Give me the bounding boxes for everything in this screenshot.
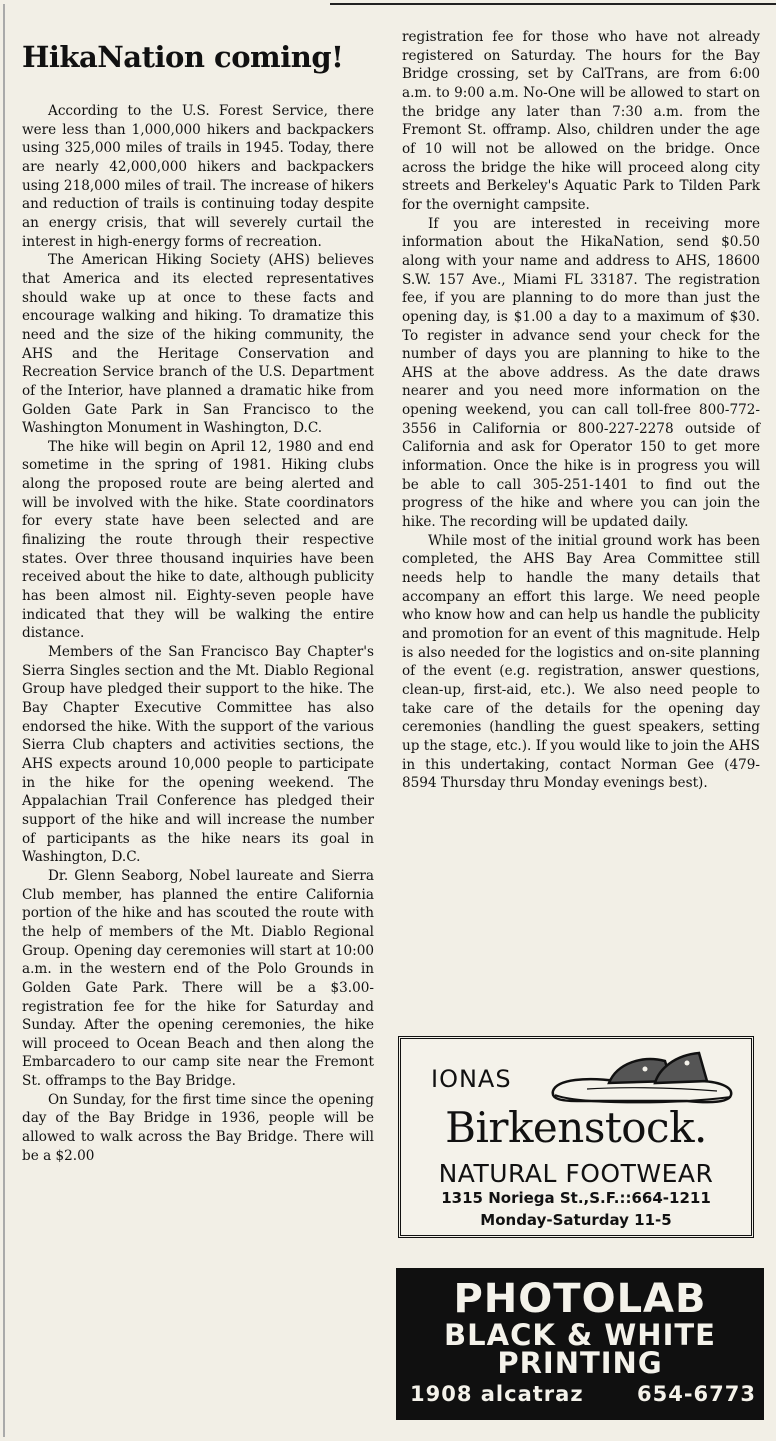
store-hours: Monday-Saturday 11-5 — [480, 1211, 672, 1229]
left-rule — [3, 4, 5, 1437]
sandal-icon — [547, 1047, 737, 1109]
photolab-address: 1908 alcatraz — [410, 1382, 584, 1406]
article-paragraph: Members of the San Francisco Bay Chapter's Sierra Singles section and the Mt. Diablo Regional Group have pledged their support to the hike. The Bay Chapter Executive Committee has also endorsed the hike. With the support of the various Sierra Club chapters and activities sections, the AHS expects around 10,000 people to participate in the hike for the opening weekend. The Appalachian Trail Conference has pledged their support of the hike and will increase the number of participants as the hike nears its goal in Washington, D.C. — [22, 644, 374, 866]
article-paragraph: registration fee for those who have not already registered on Saturday. The hours for the Bay Bridge crossing, set by CalTrans, are from 6:00 a.m. to 9:00 a.m. No-One will be allowed to start on the bridge any later than 7:30 a.m. from the Fremont St. offramp. Also, children under the age of 10 will not be allowed on the bridge. Once across the bridge the hike will proceed along city streets and Berkeley's Aquatic Park to Tilden Park for the overnight campsite. — [402, 29, 760, 213]
article-column-left — [22, 40, 374, 1165]
photolab-service-line: BLACK & WHITE — [444, 1318, 716, 1352]
store-address: 1315 Noriega St.,S.F.::664-1211 — [441, 1189, 711, 1207]
brand-name: Birkenstock. — [445, 1103, 707, 1152]
top-rule — [330, 3, 776, 5]
article-paragraph: According to the U.S. Forest Service, there were less than 1,000,000 hikers and backpackers using 325,000 miles of trails in 1945. Today, there are nearly 42,000,000 hikers and backpackers using 218,000 miles of trail. The increase of hikers and reduction of trails is continuing today despite an energy crisis, that will severely curtail the interest in high-energy forms of recreation. — [22, 103, 374, 250]
store-name: IONAS — [431, 1065, 512, 1093]
article-headline: HikaNation coming! — [22, 40, 344, 74]
article-paragraph: Dr. Glenn Seaborg, Nobel laureate and Sierra Club member, has planned the entire California portion of the hike and has scouted the route with the help of members of the Mt. Diablo Regional Group. Opening day ceremonies will start at 10:00 a.m. in the western end of the Polo Grounds in Golden Gate Park. There will be a $3.00-registration fee for the hike for Saturday and Sunday. After the opening ceremonies, the hike will proceed to Ocean Beach and then along the Embarcadero to our camp site near the Fremont St. offramps to the Bay Bridge. — [22, 867, 374, 1090]
photolab-name: PHOTOLAB — [453, 1276, 707, 1322]
article-paragraph: The American Hiking Society (AHS) believes that America and its elected representatives should wake up at once to these facts and encourage walking and hiking. To dramatize this need and the size of the hiking community, the AHS and the Heritage Conservation and Recreation Service branch of the U.S. Department of the Interior, have planned a dramatic hike from Golden Gate Park in San Francisco to the Washington Monument in Washington, D.C. — [22, 252, 374, 437]
article-paragraph: The hike will begin on April 12, 1980 and end sometime in the spring of 1981. Hiking clubs along the proposed route are being alerted and will be involved with the hike. State coordinators for every state have been selected and are finalizing the route through their respective states. Over three thousand inquiries have been received about the hike to date, although publicity has been almost nil. Eighty-seven people have indicated that they will be walking the entire distance. — [22, 438, 374, 642]
tagline: NATURAL FOOTWEAR — [438, 1159, 714, 1188]
article-column-right — [402, 28, 760, 793]
article-paragraph: If you are interested in receiving more information about the HikaNation, send $0.50 along with your name and address to AHS, 18600 S.W. 157 Ave., Miami FL 33187. The registration fee, if you are planning to do more than just the opening day, is $1.00 a day to a maximum of $30. To register in advance send your check for the number of days you are planning to hike to the AHS at the above address. As the date draws nearer and you need more information on the opening weekend, you can call toll-free 800-772-3556 in California or 800-227-2278 outside of California and ask for Operator 150 to get more information. Once the hike is in progress you will be able to call 305-251-1401 to find out the progress of the hike and where you can join the hike. The recording will be updated daily. — [402, 215, 760, 531]
birkenstock-ad — [398, 1036, 754, 1238]
article-paragraph: On Sunday, for the first time since the opening day of the Bay Bridge in 1936, people will be allowed to walk across the Bay Bridge. There will be a $2.00 — [22, 1091, 374, 1164]
photolab-phone: 654-6773 — [637, 1382, 756, 1406]
photolab-ad — [396, 1268, 764, 1420]
article-paragraph: While most of the initial ground work has been completed, the AHS Bay Area Committee still needs help to handle the many details that accompany an effort this large. We need people who know how and can help us handle the publicity and promotion for an event of this magnitude. Help is also needed for the logistics and on-site planning of the event (e.g. registration, answer questions, clean-up, first-aid, etc.). We also need people to take care of the details for the opening day ceremonies (handling the guest speakers, setting up the stage, etc.). If you would like to join the AHS in this undertaking, contact Norman Gee (479-8594 Thursday thru Monday evenings best). — [402, 532, 760, 792]
photolab-service-line: PRINTING — [497, 1346, 663, 1380]
